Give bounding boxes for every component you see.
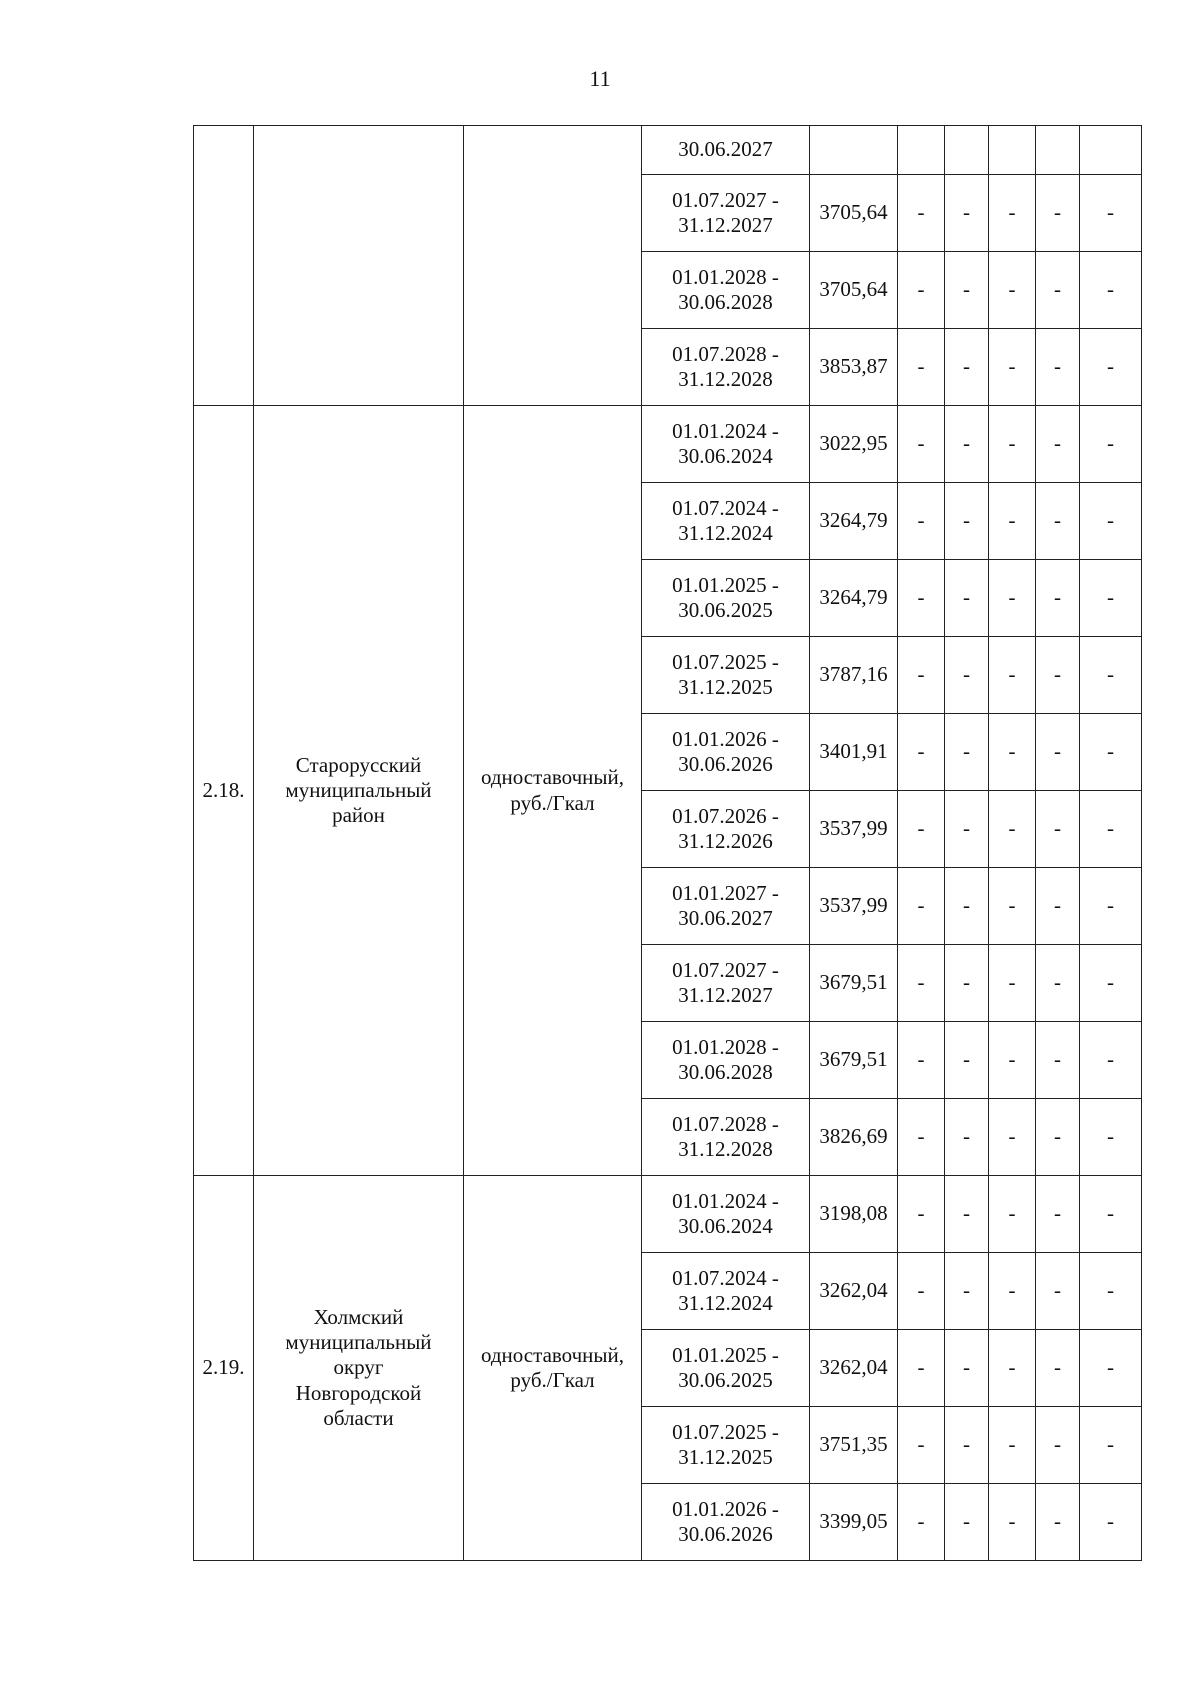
empty-value-cell: -: [1036, 945, 1080, 1022]
period-cell: [642, 252, 810, 329]
empty-value-cell: -: [945, 175, 989, 252]
empty-value-cell: -: [1080, 1253, 1142, 1330]
text-line: 30.06.2025: [678, 598, 773, 622]
empty-value-cell: -: [1080, 252, 1142, 329]
period-cell: [642, 1484, 810, 1561]
empty-value-cell: -: [945, 1484, 989, 1561]
empty-value-cell: -: [1036, 483, 1080, 560]
table-row: [194, 1176, 1142, 1253]
text-line: 01.01.2027 -: [672, 880, 779, 905]
text-line: 01.01.2026 -: [672, 1496, 779, 1521]
empty-value-cell: -: [989, 637, 1036, 714]
tariff-value-cell: 3264,79: [810, 560, 898, 637]
text-line: Холмский: [313, 1305, 404, 1330]
empty-value-cell: [1080, 126, 1142, 175]
empty-value-cell: -: [1080, 406, 1142, 483]
empty-value-cell: -: [1080, 1330, 1142, 1407]
period-cell: [642, 1330, 810, 1407]
municipality-name-cell: [254, 1176, 464, 1561]
tariff-value-cell: 3198,08: [810, 1176, 898, 1253]
empty-value-cell: -: [1080, 483, 1142, 560]
tariff-value-cell: 3262,04: [810, 1330, 898, 1407]
empty-value-cell: -: [945, 252, 989, 329]
text-line: 01.07.2026 -: [672, 803, 779, 828]
empty-value-cell: -: [1036, 329, 1080, 406]
empty-value-cell: -: [945, 637, 989, 714]
page-number: 11: [589, 66, 611, 91]
period-cell: [642, 1022, 810, 1099]
empty-value-cell: -: [945, 945, 989, 1022]
text-line: 30.06.2026: [678, 1522, 773, 1546]
text-line: 01.07.2027 -: [672, 957, 779, 982]
text-line: 01.07.2025 -: [672, 1419, 779, 1444]
text-line: 01.01.2024 -: [672, 418, 779, 443]
empty-value-cell: -: [945, 560, 989, 637]
empty-value-cell: -: [945, 1253, 989, 1330]
text-line: 31.12.2028: [678, 1137, 773, 1161]
text-line: 30.06.2027: [678, 137, 773, 162]
tariff-value-cell: 3705,64: [810, 252, 898, 329]
period-cell: [642, 637, 810, 714]
empty-value-cell: [898, 126, 945, 175]
item-number-cell: [194, 126, 254, 406]
text-line: 01.01.2026 -: [672, 726, 779, 751]
text-line: 01.07.2028 -: [672, 341, 779, 366]
empty-value-cell: -: [898, 1099, 945, 1176]
empty-value-cell: [945, 126, 989, 175]
empty-value-cell: -: [1036, 1484, 1080, 1561]
tariff-table: [193, 125, 1142, 1561]
empty-value-cell: [1036, 126, 1080, 175]
municipality-name-cell: [254, 406, 464, 1176]
tariff-value-cell: 3787,16: [810, 637, 898, 714]
empty-value-cell: -: [989, 1176, 1036, 1253]
empty-value-cell: -: [1036, 1022, 1080, 1099]
empty-value-cell: -: [989, 714, 1036, 791]
text-line: 01.01.2028 -: [672, 1034, 779, 1059]
tariff-value-cell: 3537,99: [810, 791, 898, 868]
empty-value-cell: -: [945, 791, 989, 868]
text-line: 30.06.2024: [678, 444, 773, 468]
empty-value-cell: -: [1036, 406, 1080, 483]
empty-value-cell: -: [898, 1330, 945, 1407]
empty-value-cell: -: [989, 483, 1036, 560]
empty-value-cell: -: [989, 1099, 1036, 1176]
period-cell: [642, 1176, 810, 1253]
empty-value-cell: -: [1080, 1022, 1142, 1099]
empty-value-cell: -: [1080, 329, 1142, 406]
text-line: 01.07.2028 -: [672, 1111, 779, 1136]
empty-value-cell: -: [989, 1330, 1036, 1407]
text-line: 31.12.2026: [678, 829, 773, 853]
text-line: 30.06.2024: [678, 1214, 773, 1238]
empty-value-cell: -: [898, 1253, 945, 1330]
empty-value-cell: -: [989, 1022, 1036, 1099]
tariff-value-cell: [810, 126, 898, 175]
empty-value-cell: -: [898, 329, 945, 406]
empty-value-cell: -: [898, 1176, 945, 1253]
empty-value-cell: -: [898, 1484, 945, 1561]
empty-value-cell: -: [898, 791, 945, 868]
empty-value-cell: -: [945, 406, 989, 483]
tariff-value-cell: 3264,79: [810, 483, 898, 560]
text-line: одноставочный,: [480, 765, 625, 790]
empty-value-cell: -: [1036, 868, 1080, 945]
period-cell: [642, 791, 810, 868]
empty-value-cell: -: [1080, 175, 1142, 252]
empty-value-cell: -: [945, 1099, 989, 1176]
empty-value-cell: -: [945, 714, 989, 791]
text-line: 01.07.2024 -: [672, 1265, 779, 1290]
item-number-cell: 2.19.: [194, 1176, 254, 1561]
period-cell: [642, 406, 810, 483]
text-line: 01.07.2025 -: [672, 649, 779, 674]
empty-value-cell: -: [1036, 1253, 1080, 1330]
empty-value-cell: -: [898, 483, 945, 560]
empty-value-cell: -: [898, 637, 945, 714]
period-cell: [642, 714, 810, 791]
empty-value-cell: -: [1036, 560, 1080, 637]
text-line: 01.07.2027 -: [672, 187, 779, 212]
text-line: район: [332, 803, 385, 828]
empty-value-cell: -: [1036, 637, 1080, 714]
tariff-value-cell: 3751,35: [810, 1407, 898, 1484]
empty-value-cell: [989, 126, 1036, 175]
empty-value-cell: -: [1080, 1176, 1142, 1253]
empty-value-cell: -: [989, 945, 1036, 1022]
empty-value-cell: -: [945, 1407, 989, 1484]
tariff-value-cell: 3679,51: [810, 1022, 898, 1099]
text-line: 30.06.2028: [678, 1060, 773, 1084]
empty-value-cell: -: [989, 1253, 1036, 1330]
period-cell: [642, 483, 810, 560]
text-line: Новгородской: [295, 1380, 422, 1405]
text-line: 30.06.2026: [678, 752, 773, 776]
text-line: 01.01.2025 -: [672, 1342, 779, 1367]
empty-value-cell: -: [1080, 714, 1142, 791]
empty-value-cell: -: [1036, 1330, 1080, 1407]
municipality-name-cell: [254, 126, 464, 406]
empty-value-cell: -: [945, 483, 989, 560]
empty-value-cell: -: [989, 560, 1036, 637]
text-line: муниципальный: [285, 1330, 432, 1355]
item-number-cell: 2.18.: [194, 406, 254, 1176]
tariff-value-cell: 3262,04: [810, 1253, 898, 1330]
tariff-value-cell: 3826,69: [810, 1099, 898, 1176]
text-line: руб./Гкал: [510, 1368, 595, 1392]
empty-value-cell: -: [1036, 1176, 1080, 1253]
text-line: 31.12.2027: [678, 213, 773, 237]
period-cell: [642, 126, 810, 175]
empty-value-cell: -: [945, 1176, 989, 1253]
period-cell: [642, 329, 810, 406]
empty-value-cell: -: [1080, 945, 1142, 1022]
text-line: 30.06.2025: [678, 1368, 773, 1392]
empty-value-cell: -: [989, 791, 1036, 868]
empty-value-cell: -: [898, 868, 945, 945]
empty-value-cell: -: [945, 1022, 989, 1099]
tariff-value-cell: 3853,87: [810, 329, 898, 406]
tariff-value-cell: 3022,95: [810, 406, 898, 483]
text-line: 31.12.2024: [678, 521, 773, 545]
tariff-value-cell: 3705,64: [810, 175, 898, 252]
text-line: одноставочный,: [480, 1342, 625, 1367]
text-line: руб./Гкал: [510, 790, 595, 815]
text-line: области: [323, 1405, 394, 1430]
empty-value-cell: -: [898, 945, 945, 1022]
table-row: [194, 126, 1142, 175]
empty-value-cell: -: [989, 329, 1036, 406]
empty-value-cell: -: [989, 868, 1036, 945]
empty-value-cell: -: [1036, 1407, 1080, 1484]
empty-value-cell: -: [1080, 1484, 1142, 1561]
table-row: [194, 406, 1142, 483]
text-line: 01.01.2024 -: [672, 1188, 779, 1213]
empty-value-cell: -: [945, 1330, 989, 1407]
tariff-body: [194, 126, 1142, 1561]
empty-value-cell: -: [898, 1022, 945, 1099]
text-line: округ: [333, 1355, 384, 1380]
text-line: 01.07.2024 -: [672, 495, 779, 520]
empty-value-cell: -: [1080, 1099, 1142, 1176]
empty-value-cell: -: [898, 1407, 945, 1484]
empty-value-cell: -: [989, 1484, 1036, 1561]
empty-value-cell: -: [989, 175, 1036, 252]
period-cell: [642, 1407, 810, 1484]
empty-value-cell: -: [1036, 1099, 1080, 1176]
tariff-unit-cell: [464, 126, 642, 406]
tariff-value-cell: 3401,91: [810, 714, 898, 791]
empty-value-cell: -: [898, 252, 945, 329]
period-cell: [642, 945, 810, 1022]
empty-value-cell: -: [945, 868, 989, 945]
period-cell: [642, 175, 810, 252]
period-cell: [642, 1253, 810, 1330]
empty-value-cell: -: [945, 329, 989, 406]
empty-value-cell: -: [1036, 791, 1080, 868]
empty-value-cell: -: [1080, 868, 1142, 945]
empty-value-cell: -: [898, 560, 945, 637]
text-line: 31.12.2027: [678, 983, 773, 1007]
text-line: 30.06.2027: [678, 906, 773, 930]
empty-value-cell: -: [1080, 1407, 1142, 1484]
empty-value-cell: -: [898, 406, 945, 483]
empty-value-cell: -: [989, 252, 1036, 329]
tariff-value-cell: 3399,05: [810, 1484, 898, 1561]
text-line: 31.12.2028: [678, 367, 773, 391]
period-cell: [642, 868, 810, 945]
tariff-value-cell: 3537,99: [810, 868, 898, 945]
period-cell: [642, 560, 810, 637]
text-line: 31.12.2025: [678, 1445, 773, 1469]
empty-value-cell: -: [1036, 714, 1080, 791]
empty-value-cell: -: [898, 175, 945, 252]
text-line: Старорусский: [295, 752, 422, 777]
text-line: 31.12.2025: [678, 675, 773, 699]
text-line: 01.01.2025 -: [672, 572, 779, 597]
empty-value-cell: -: [1036, 252, 1080, 329]
empty-value-cell: -: [1080, 791, 1142, 868]
empty-value-cell: -: [1080, 637, 1142, 714]
period-cell: [642, 1099, 810, 1176]
tariff-unit-cell: [464, 406, 642, 1176]
empty-value-cell: -: [989, 1407, 1036, 1484]
text-line: муниципальный: [285, 777, 432, 802]
text-line: 30.06.2028: [678, 290, 773, 314]
text-line: 31.12.2024: [678, 1291, 773, 1315]
tariff-value-cell: 3679,51: [810, 945, 898, 1022]
empty-value-cell: -: [1080, 560, 1142, 637]
empty-value-cell: -: [898, 714, 945, 791]
text-line: 01.01.2028 -: [672, 264, 779, 289]
empty-value-cell: -: [1036, 175, 1080, 252]
tariff-unit-cell: [464, 1176, 642, 1561]
empty-value-cell: -: [989, 406, 1036, 483]
